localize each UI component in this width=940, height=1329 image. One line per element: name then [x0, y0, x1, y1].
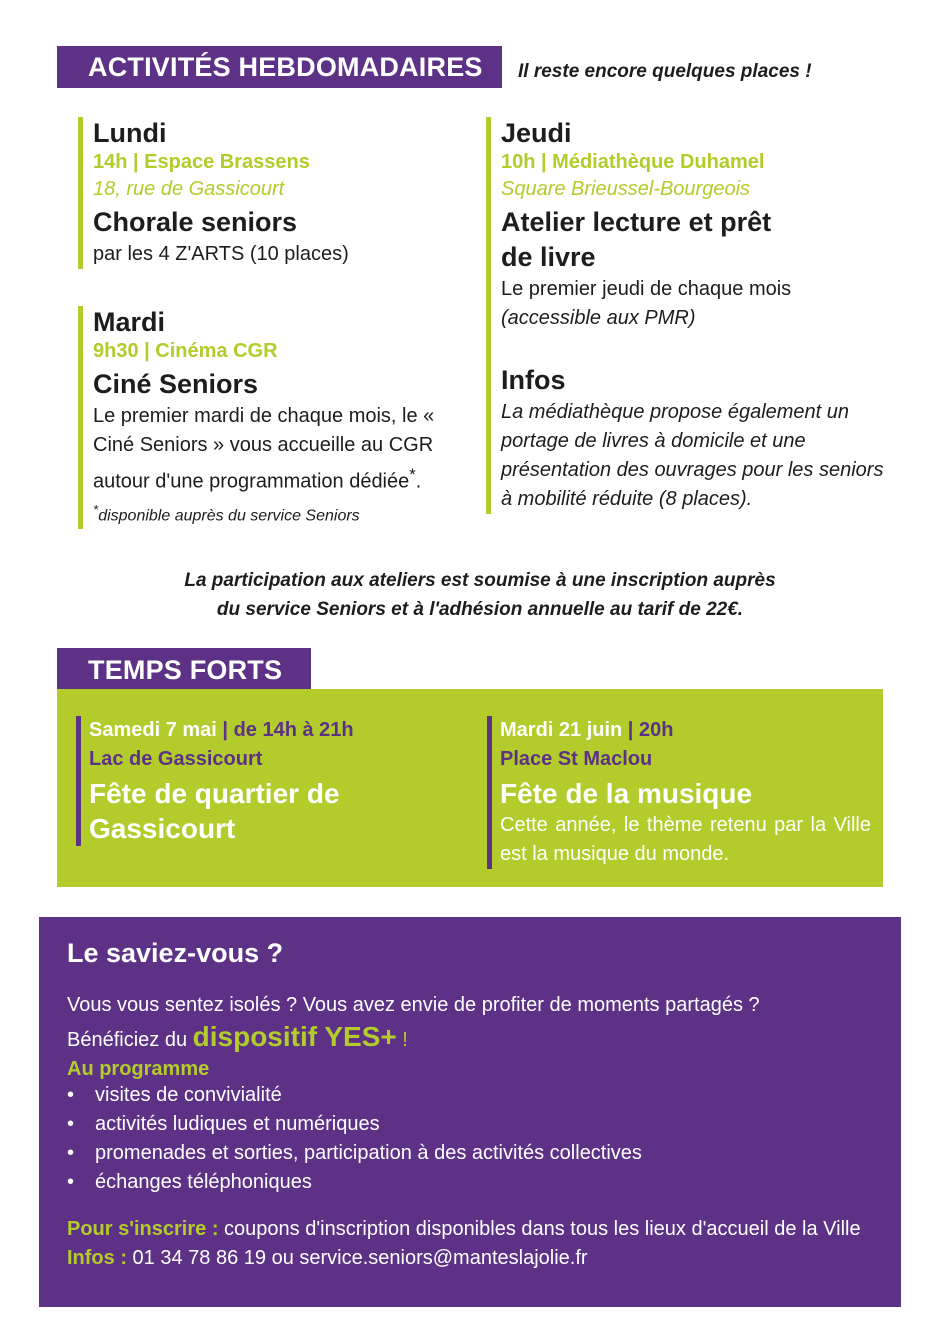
address: Square Brieussel-Bourgeois [501, 178, 751, 200]
inscription-info [67, 1215, 873, 1244]
infos-text: La médiathèque propose également un portage de livres à domicile et une présentation des ouvrages pour les seniors à mobilité réduite (8 places). [501, 401, 884, 510]
bullet-icon: • [67, 1113, 75, 1135]
activity-jeudi [486, 117, 886, 514]
temps-forts-header: TEMPS FORTS [57, 648, 311, 690]
event-date-time [89, 716, 466, 745]
list-item-text: promenades et sorties, participation à des activités collectives [95, 1142, 642, 1164]
list-item-text: échanges téléphoniques [95, 1171, 312, 1193]
bullet-icon: • [67, 1171, 75, 1193]
event-place: Lac de Gassicourt [89, 748, 263, 770]
list-item [67, 1081, 873, 1110]
event-separator: | [222, 719, 234, 741]
contact-info [67, 1244, 873, 1273]
event-date-time [500, 716, 871, 745]
saviez-intro: Vous vous sentez isolés ? Vous avez envie de profiter de moments partagés ? [67, 994, 760, 1016]
event-fete-quartier [76, 716, 466, 846]
activity-mardi [78, 306, 478, 529]
time-place: 14h | Espace Brassens [93, 151, 310, 173]
time-place: 9h30 | Cinéma CGR [93, 340, 278, 362]
event-time: de 14h à 21h [233, 719, 354, 741]
inscription-text: coupons d'inscription disponibles dans tous les lieux d'accueil de la Ville [218, 1218, 861, 1240]
activity-title: Chorale seniors [93, 207, 298, 237]
activity-desc-italic: (accessible aux PMR) [501, 307, 696, 329]
event-place: Place St Maclou [500, 748, 653, 770]
weekly-activities-header: ACTIVITÉS HEBDOMADAIRES [57, 46, 502, 88]
address: 18, rue de Gassicourt [93, 178, 285, 200]
benefit-suffix: ! [396, 1029, 408, 1051]
event-title-line2: Gassicourt [89, 813, 236, 844]
list-item [67, 1168, 873, 1197]
list-item [67, 1110, 873, 1139]
event-title: Fête de la musique [500, 778, 753, 809]
footnote [93, 497, 478, 529]
bullet-icon: • [67, 1142, 75, 1164]
activity-desc: Le premier jeudi de chaque mois [501, 278, 792, 300]
event-separator: | [622, 719, 639, 741]
list-item-text: activités ludiques et numériques [95, 1113, 380, 1135]
benefit-prefix: Bénéficiez du [67, 1029, 193, 1051]
contact-text[interactable]: 01 34 78 86 19 ou service.seniors@manteslajolie.fr [127, 1247, 588, 1269]
list-item [67, 1139, 873, 1168]
time-place: 10h | Médiathèque Duhamel [501, 151, 765, 173]
footnote-text: disponible auprès du service Seniors [98, 506, 360, 524]
activity-title [501, 205, 886, 275]
saviez-title: Le saviez-vous ? [67, 938, 284, 968]
programme-label: Au programme [67, 1058, 210, 1080]
desc-footnote-mark: * [409, 465, 416, 484]
dispositif-highlight: dispositif YES+ [192, 1021, 397, 1052]
desc-end: . [415, 470, 422, 493]
event-title-line1: Fête de quartier de [89, 778, 340, 809]
day-label: Mardi [93, 307, 166, 337]
infos-title: Infos [501, 365, 566, 395]
participation-note [60, 566, 900, 624]
event-desc: Cette année, le thème retenu par la Ville est la musique du monde. [500, 814, 871, 865]
title-line1: Atelier lecture et prêt [501, 207, 772, 237]
list-item-text: visites de convivialité [95, 1084, 282, 1106]
desc-text: Le premier mardi de chaque mois, le « Ciné Seniors » vous accueille au CGR autour d'une programmation dédiée [93, 405, 435, 493]
footnote-mark: * [93, 501, 99, 517]
programme-list [67, 1081, 873, 1197]
event-title [89, 776, 466, 846]
activity-title: Ciné Seniors [93, 369, 259, 399]
contact-label: Infos : [67, 1247, 127, 1269]
activity-desc [93, 402, 478, 497]
event-date: Mardi 21 juin [500, 719, 623, 741]
activity-lundi [78, 117, 478, 269]
day-label: Jeudi [501, 118, 572, 148]
activity-desc: par les 4 Z'ARTS (10 places) [93, 243, 349, 265]
bullet-icon: • [67, 1084, 75, 1106]
places-remaining-note: Il reste encore quelques places ! [518, 61, 812, 82]
participation-line2: du service Seniors et à l'adhésion annuelle au tarif de 22€. [216, 599, 744, 620]
saviez-vous-box [39, 917, 901, 1307]
day-label: Lundi [93, 118, 167, 148]
inscription-label: Pour s'inscrire : [67, 1218, 219, 1240]
event-date: Samedi 7 mai [89, 719, 223, 741]
participation-line1: La participation aux ateliers est soumise à une inscription auprès [184, 570, 776, 591]
saviez-benefit [67, 1020, 873, 1057]
event-fete-musique [487, 716, 871, 869]
event-time: 20h [638, 719, 674, 741]
title-line2: de livre [501, 242, 596, 272]
